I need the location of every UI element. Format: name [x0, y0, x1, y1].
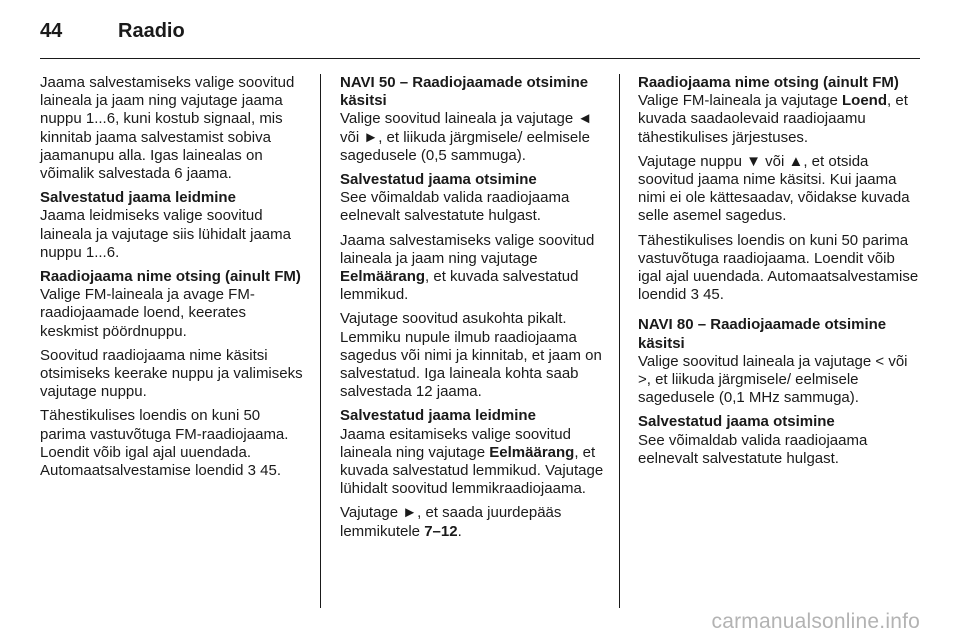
- watermark: carmanualsonline.info: [711, 610, 920, 633]
- paragraph-text: Tähestikulises loendis on kuni 50 parima vastuvõtuga raadiojaama. Loendit võib igal ajal uuendada. Automaatsalvestamise loendid: [638, 231, 919, 304]
- paragraph-text: Tähestikulises loendis on kuni 50 parima vastuvõtuga FM-raadiojaama. Loendit võib igal ajal uuendada. Automaatsalvestamise loendid: [40, 407, 289, 480]
- paragraph-text: , et kuvada salvestatud lemmikud.: [340, 268, 579, 304]
- column-divider: [619, 74, 620, 608]
- paragraph-text: Valige FM-laineala ja vajutage: [638, 92, 838, 110]
- bold-term: Eelmäärang: [340, 268, 426, 286]
- paragraph: Vajutage nuppu ▼ või ▲, et otsida soovitud jaama nime käsitsi. Kui jaama nimi ei ole kättesaadav, võidakse kuvada selle asemel sagedus.: [638, 152, 910, 225]
- column-3: [638, 74, 920, 474]
- paragraph-text: .: [457, 522, 462, 540]
- paragraph-text: Vajutage ►, et saada juurdepääs lemmikutele: [340, 504, 562, 540]
- section-heading: Salvestatud jaama otsimine: [638, 413, 835, 431]
- section-heading: NAVI 50 – Raadiojaamade otsimine käsitsi: [340, 74, 589, 110]
- paragraph: [638, 232, 920, 305]
- paragraph: Valige FM-laineala ja avage FM-raadiojaamade loend, keerates keskmist pöördnuppu.: [40, 286, 255, 340]
- column-1: [40, 74, 308, 486]
- paragraph: Jaama leidmiseks valige soovitud laineala ja vajutage siis lühidalt jaama nuppu 1...6.: [40, 207, 291, 261]
- paragraph: See võimaldab valida raadiojaama eelnevalt salvestatute hulgast.: [638, 431, 868, 467]
- paragraph: [340, 232, 608, 305]
- column-2: [340, 74, 608, 547]
- paragraph: [340, 504, 608, 540]
- paragraph: Valige soovitud laineala ja vajutage < või >, et liikuda järgmisele/ eelmisele sagedusele (0,1 MHz sammuga).: [638, 352, 908, 407]
- page-reference-link[interactable]: 3 45.: [690, 286, 724, 304]
- paragraph: Soovitud raadiojaama nime käsitsi otsimiseks keerake nuppu ja valimiseks vajutage nuppu.: [40, 346, 303, 401]
- page-reference-link[interactable]: 3 45.: [247, 462, 281, 480]
- header-rule: [40, 58, 920, 59]
- paragraph: [40, 407, 308, 480]
- paragraph: [638, 92, 920, 147]
- section-heading: Salvestatud jaama leidmine: [40, 189, 236, 207]
- section-heading: Salvestatud jaama leidmine: [340, 407, 536, 425]
- bold-term: Eelmäärang: [489, 443, 575, 461]
- paragraph: Vajutage soovitud asukohta pikalt. Lemmiku nupule ilmub raadiojaama sagedus või nimi ja kinnitab, et jaam on salvestatud. Iga laineala kohta saab salvestada 12 jaama.: [340, 310, 602, 401]
- paragraph: Jaama salvestamiseks valige soovitud laineala ja jaam ning vajutage jaama nuppu 1...6, kuni kostub signaal, mis kinnitab jaama salvestamist sobiva jaamanupu alla. Igas lainealas on võimalik salvestada 6 jaama.: [40, 74, 295, 183]
- section-heading: Raadiojaama nime otsing (ainult FM): [40, 268, 301, 286]
- paragraph: [340, 426, 608, 499]
- bold-term: 7–12: [424, 522, 458, 540]
- page-title: Raadio: [118, 20, 185, 42]
- paragraph-text: , et kuvada saadaolevaid raadiojaamu tähestikulises järjestuses.: [638, 92, 908, 146]
- paragraph-text: Jaama esitamiseks valige soovitud laineala ning vajutage: [340, 425, 571, 461]
- section-heading: Salvestatud jaama otsimine: [340, 171, 537, 189]
- page-number: 44: [40, 20, 63, 42]
- section-heading: Raadiojaama nime otsing (ainult FM): [638, 74, 899, 91]
- bold-term: Loend: [842, 92, 888, 110]
- section-heading: NAVI 80 – Raadiojaamade otsimine käsitsi: [638, 316, 887, 352]
- paragraph: See võimaldab valida raadiojaama eelnevalt salvestatute hulgast.: [340, 189, 570, 225]
- page-header: [40, 20, 185, 46]
- paragraph-text: Jaama salvestamiseks valige soovitud laineala ja jaam ning vajutage: [340, 231, 595, 267]
- paragraph: Valige soovitud laineala ja vajutage ◄ või ►, et liikuda järgmisele/ eelmisele sagedusele (0,5 sammuga).: [340, 110, 593, 164]
- column-divider: [320, 74, 321, 608]
- paragraph-text: , et kuvada salvestatud lemmikud. Vajutage lühidalt soovitud lemmikraadiojaama.: [340, 443, 604, 498]
